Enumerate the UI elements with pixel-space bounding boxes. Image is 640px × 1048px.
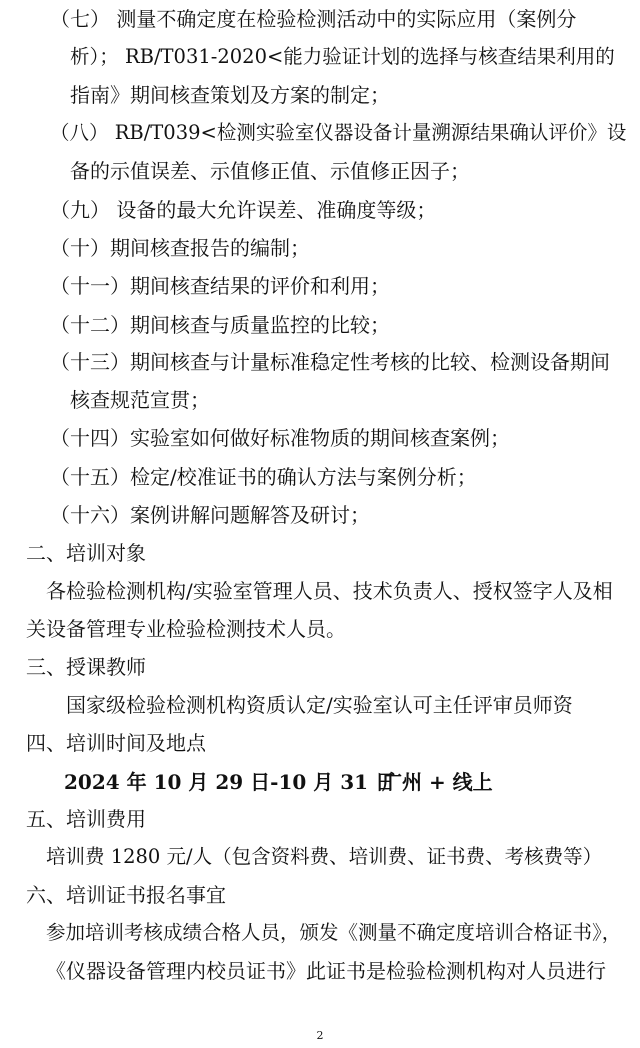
training-location: 广州 + 线上 [382,770,493,794]
section-6-heading: 六、培训证书报名事宜 [26,883,226,907]
item-7-line-2: 析）； RB/T031-2020<能力验证计划的选择与核查结果利用的 [70,45,615,68]
item-13-line-2: 核查规范宣贯； [70,388,210,412]
item-10: （十）期间核查报告的编制； [50,236,310,260]
section-3-text: 国家级检验检测机构资质认定/实验室认可主任评审员师资 [66,693,573,717]
item-7-line-1: （七） 测量不确定度在检验检测活动中的实际应用（案例分 [50,7,577,31]
item-12: （十二）期间核查与质量监控的比较； [50,313,390,337]
item-8-line-1: （八） RB/T039<检测实验室仪器设备计量溯源结果确认评价》设 [50,121,627,144]
item-11: （十一）期间核查结果的评价和利用； [50,274,390,298]
training-date: 2024 年 10 月 29 日-10 月 31 日 [64,770,395,794]
item-15: （十五）检定/校准证书的确认方法与案例分析； [50,465,477,489]
section-4-heading: 四、培训时间及地点 [26,731,206,755]
item-13-line-1: （十三）期间核查与计量标准稳定性考核的比较、检测设备期间 [50,350,610,374]
item-16: （十六）案例讲解问题解答及研讨； [50,503,370,527]
item-7-line-3: 指南》期间核查策划及方案的制定； [70,83,390,107]
section-2-text-line-1: 各检验检测机构/实验室管理人员、技术负责人、授权签字人及相 [46,579,613,603]
section-6-text-line-1: 参加培训考核成绩合格人员，颁发《测量不确定度培训合格证书》， [46,921,622,944]
page-number: 2 [316,1029,324,1042]
item-14: （十四）实验室如何做好标准物质的期间核查案例； [50,426,510,450]
item-8-line-2: 备的示值误差、示值修正值、示值修正因子； [70,159,470,183]
section-5-text: 培训费 1280 元/人（包含资料费、培训费、证书费、考核费等） [46,845,603,868]
section-3-heading: 三、授课教师 [26,655,146,679]
item-9: （九） 设备的最大允许误差、准确度等级； [50,198,437,222]
section-2-text-line-2: 关设备管理专业检验检测技术人员。 [26,617,346,641]
section-6-text-line-2: 《仪器设备管理内校员证书》此证书是检验检测机构对人员进行 [46,959,606,983]
section-2-heading: 二、培训对象 [26,541,146,565]
section-5-heading: 五、培训费用 [26,807,146,831]
